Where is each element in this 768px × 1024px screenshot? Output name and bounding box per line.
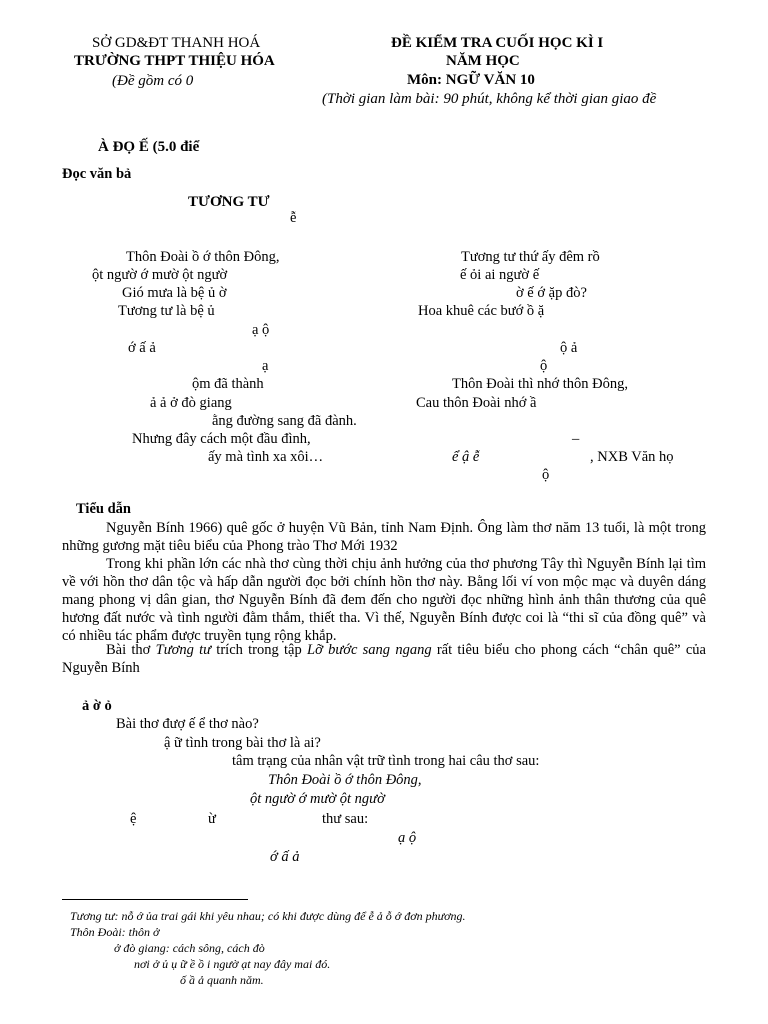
poem-line: ộ — [542, 467, 550, 483]
text-run: trích trong tập — [211, 642, 307, 658]
poem-publisher: , NXB Văn họ — [590, 449, 674, 465]
poem-line: – — [572, 431, 580, 447]
text-run: Bài thơ — [106, 642, 156, 658]
poem-line: ộm đã thành — [192, 376, 264, 392]
footnote-4: nơi ở ủ ụ ữ ề ồ i ngườ ạt nay đây mai đó. — [134, 957, 331, 971]
poem-line: ờ ế ớ ặp đò? — [516, 285, 587, 301]
poem-author: ễ — [290, 210, 297, 226]
intro-paragraph-1: Nguyễn Bính 1966) quê gốc ở huyện Vũ Bản, tỉnh Nam Định. Ông làm thơ năm 13 tuổi, là một trong những gương mặt tiêu biểu của Phong trào Thơ Mới 1932 — [62, 520, 706, 554]
footnote-3: ở đò giang: cách sông, cách đò — [114, 941, 265, 955]
text-run: Lỡ bước sang ngang — [307, 642, 432, 658]
footnote-2: Thôn Đoài: thôn ở — [70, 925, 160, 939]
poem-line: Cau thôn Đoài nhớ ầ — [416, 395, 537, 411]
intro-paragraph-2: Trong khi phần lớn các nhà thơ cùng thời chịu ảnh hưởng của thơ phương Tây thì Nguyễn Bính lại tìm về với hồn thơ dân tộc và hấp dẫn người đọc bởi chính hồn thơ này. Bằng lối ví von mộc mạc và duyên dáng mang phong vị dân gian, thơ Nguyễn Bính đã đem đến cho người đọc những hình ảnh thân thương của quê hương đất nước và tình người đằm thắm, thiết tha. Vì thế, Nguyễn Bính được coi là “thi sĩ của đồng quê” và có nhiều tác phẩm được truyền tụng rộng khắp. — [62, 556, 706, 644]
question-1: Bài thơ đượ ế ể thơ nào? — [116, 716, 259, 732]
question-4-verse-2: ớ ấ ả — [270, 849, 300, 865]
poem-line: ạ — [262, 358, 269, 374]
poem-source: ể ậ ễ — [452, 449, 480, 465]
question-3: tâm trạng của nhân vật trữ tình trong hai câu thơ sau: — [232, 753, 540, 769]
header-dept: SỞ GD&ĐT THANH HOÁ — [92, 35, 261, 51]
question-3-verse-2: ột ngườ ớ mườ ột ngườ — [250, 791, 385, 807]
poem-line: ấy mà tình xa xôi… — [208, 449, 324, 465]
footnote-5: ố ầ ả quanh năm. — [180, 973, 264, 987]
exam-title: ĐỀ KIỂM TRA CUỐI HỌC KÌ I — [391, 35, 604, 51]
question-2: ậ ữ tình trong bài thơ là ai? — [164, 735, 321, 751]
question-4-part: ệ — [130, 811, 137, 827]
poem-line: ộ — [540, 358, 548, 374]
question-3-verse-1: Thôn Đoài ồ ớ thôn Đông, — [268, 772, 422, 788]
poem-line: ột ngườ ớ mườ ột ngườ — [92, 267, 228, 283]
text-run: rất tiêu biểu cho phong cách “chân quê” của Nguyễn Bính — [62, 642, 706, 676]
poem-line: ế ỏi ai ngườ ế — [460, 267, 540, 283]
intro-heading: Tiểu dẫn — [76, 501, 131, 517]
school-year: NĂM HỌC — [446, 53, 520, 69]
intro-paragraph-3 — [62, 641, 706, 677]
poem-line: Gió mưa là bệ ủ ờ — [122, 285, 227, 301]
reading-label: Đọc văn bả — [62, 166, 132, 182]
footnote-divider — [62, 899, 248, 900]
poem-line: Tương tư thứ ấy đêm rồ — [461, 249, 600, 265]
footnote-1: Tương tư: nỗ ớ ủa trai gái khi yêu nhau; có khi được dùng để ễ ả ỗ ớ đơn phương. — [70, 909, 466, 923]
poem-line: Thôn Đoài thì nhớ thôn Đông, — [452, 376, 629, 392]
poem-line: ớ ấ ả — [128, 340, 156, 356]
question-4-verse-1: ạ ộ — [398, 830, 417, 846]
text-run: Tương tư — [155, 642, 212, 658]
poem-line: Nhưng đây cách một đầu đình, — [132, 431, 311, 447]
header-school: TRƯỜNG THPT THIỆU HÓA — [74, 53, 275, 69]
poem-title: TƯƠNG TƯ — [188, 194, 270, 210]
question-4: thư sau: — [322, 811, 369, 827]
poem-line: ằng đường sang đã đành. — [212, 413, 357, 429]
poem-line: ộ ả — [560, 340, 578, 356]
poem-line: ả ả ở đò giang — [150, 395, 232, 411]
time-allowed: (Thời gian làm bài: 90 phút, không kể thời gian giao đề — [322, 91, 657, 107]
poem-line: Tương tư là bệ ủ — [118, 303, 215, 319]
poem-line: Hoa khuê các bướ ồ ặ — [418, 303, 545, 319]
header-page-count: (Đề gồm có 0 — [112, 73, 194, 89]
subject: Môn: NGỮ VĂN 10 — [407, 72, 535, 88]
poem-line: ạ ộ — [252, 322, 270, 338]
poem-line: Thôn Đoài ồ ớ thôn Đông, — [126, 249, 280, 265]
section-heading-reading: À ĐỌ Ế (5.0 điể — [98, 139, 200, 155]
questions-heading: ả ờ ỏ — [82, 698, 112, 714]
question-4-part: ừ — [208, 811, 216, 827]
